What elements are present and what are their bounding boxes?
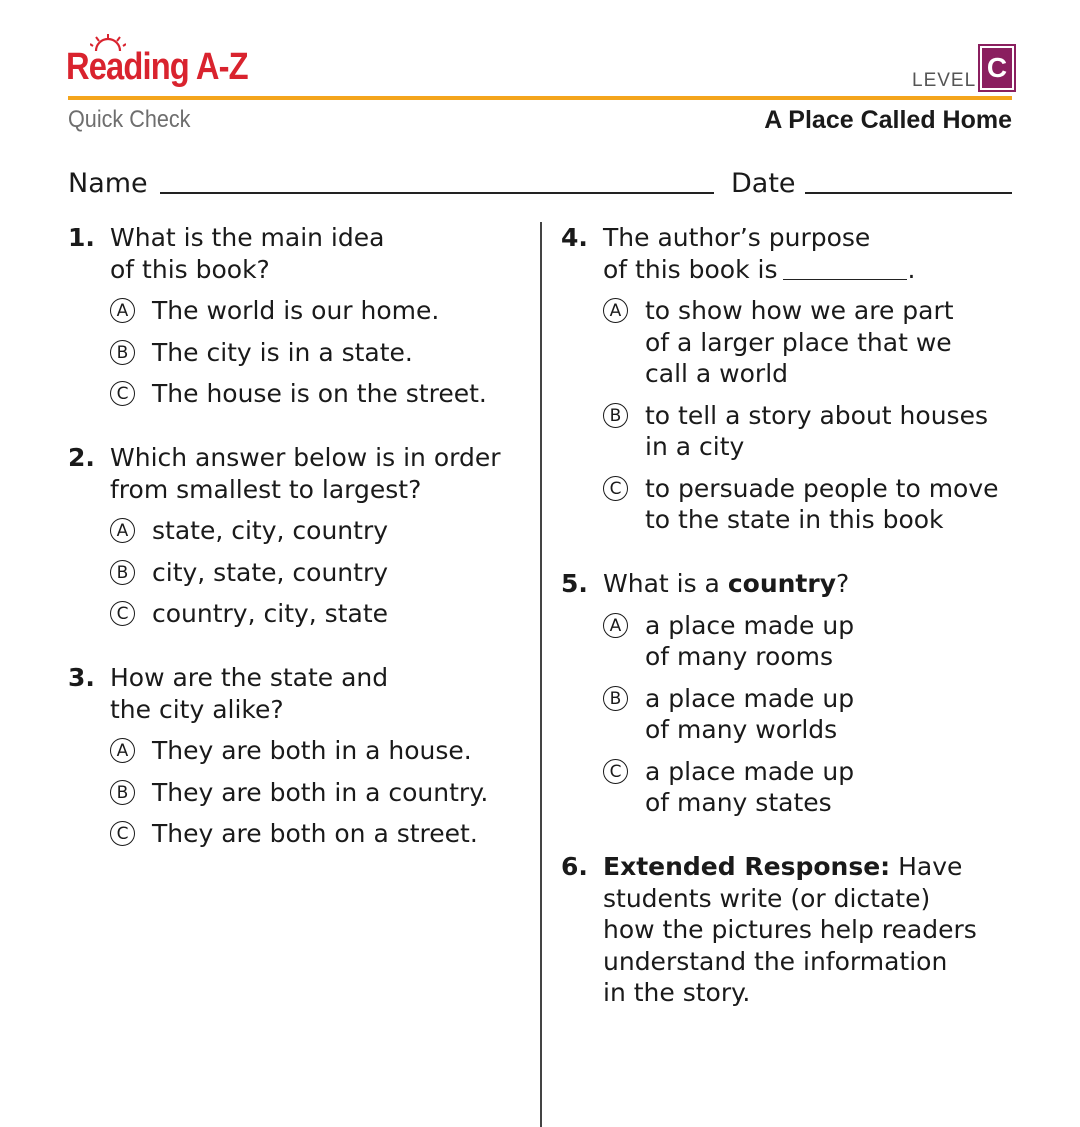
question-stem: How are the state and the city alike? (110, 663, 389, 724)
option-c-bubble[interactable]: C (603, 476, 628, 501)
option-a-bubble[interactable]: A (110, 518, 135, 543)
answer-option[interactable]: A a place made up of many rooms (603, 610, 1021, 673)
question-number: 6. (561, 852, 588, 881)
answer-option[interactable]: B a place made up of many worlds (603, 683, 1021, 746)
column-divider (540, 222, 542, 1127)
question-stem: Extended Response: Have students write (or dictate) how the pictures help readers understand the information in the story. (603, 852, 977, 1007)
option-b-bubble[interactable]: B (110, 780, 135, 805)
question-stem: Which answer below is in order from smallest to largest? (110, 443, 501, 504)
question-number: 1. (68, 223, 95, 252)
book-title: A Place Called Home (764, 106, 1012, 134)
answer-option[interactable]: C to persuade people to move to the state in this book (603, 473, 1021, 536)
option-b-bubble[interactable]: B (110, 560, 135, 585)
question-3 (68, 662, 518, 850)
date-blank[interactable] (805, 192, 1012, 194)
question-5 (561, 568, 1021, 819)
answer-option[interactable]: C The house is on the street. (110, 378, 518, 410)
option-b-bubble[interactable]: B (110, 340, 135, 365)
question-4 (561, 222, 1021, 536)
answer-option[interactable]: B to tell a story about houses in a city (603, 400, 1021, 463)
option-c-bubble[interactable]: C (110, 821, 135, 846)
option-a-bubble[interactable]: A (603, 298, 628, 323)
option-b-bubble[interactable]: B (603, 403, 628, 428)
section-title: Quick Check (68, 106, 191, 133)
question-1 (68, 222, 518, 410)
answer-option[interactable]: C country, city, state (110, 598, 518, 630)
option-c-bubble[interactable]: C (110, 601, 135, 626)
level-label: LEVEL (912, 70, 977, 91)
brand-name: Reading A-Z (66, 46, 248, 88)
answer-option[interactable]: B city, state, country (110, 557, 518, 589)
question-number: 3. (68, 663, 95, 692)
fill-in-blank[interactable] (783, 279, 907, 280)
date-label: Date (731, 168, 796, 199)
question-stem: The author’s purpose of this book is . (603, 223, 916, 284)
answer-option[interactable]: B They are both in a country. (110, 777, 518, 809)
option-a-bubble[interactable]: A (110, 298, 135, 323)
level-badge: C (980, 46, 1014, 90)
question-2 (68, 442, 518, 630)
answer-option[interactable]: A state, city, country (110, 515, 518, 547)
option-b-bubble[interactable]: B (603, 686, 628, 711)
question-stem: What is a country? (603, 569, 850, 598)
name-blank[interactable] (160, 192, 714, 194)
answer-option[interactable]: B The city is in a state. (110, 337, 518, 369)
option-c-bubble[interactable]: C (603, 759, 628, 784)
question-number: 4. (561, 223, 588, 252)
answer-option[interactable]: C a place made up of many states (603, 756, 1021, 819)
answer-option[interactable]: C They are both on a street. (110, 818, 518, 850)
question-6 (561, 851, 1021, 1009)
answer-option[interactable]: A The world is our home. (110, 295, 518, 327)
question-number: 5. (561, 569, 588, 598)
question-stem: What is the main idea of this book? (110, 223, 385, 284)
answer-option[interactable]: A They are both in a house. (110, 735, 518, 767)
answer-option[interactable]: A to show how we are part of a larger place that we call a world (603, 295, 1021, 390)
option-a-bubble[interactable]: A (110, 738, 135, 763)
header-rule (68, 96, 1012, 100)
option-a-bubble[interactable]: A (603, 613, 628, 638)
option-c-bubble[interactable]: C (110, 381, 135, 406)
reading-az-logo (66, 34, 326, 94)
question-number: 2. (68, 443, 95, 472)
name-label: Name (68, 168, 148, 199)
